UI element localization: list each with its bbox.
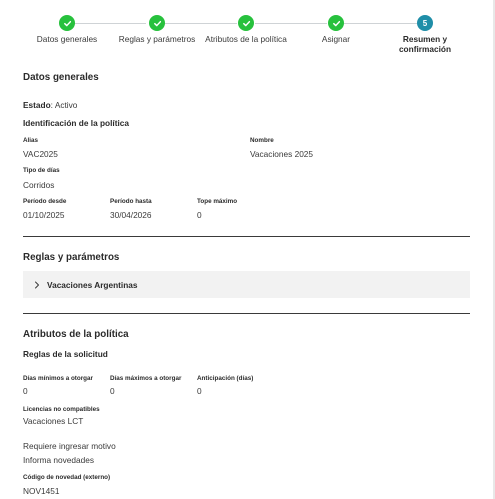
step-label: Resumen y confirmación: [398, 34, 452, 54]
check-icon: [328, 15, 344, 31]
check-icon: [149, 15, 165, 31]
status-line: [23, 100, 77, 110]
periodo-hasta-value: 30/04/2026: [110, 210, 152, 220]
section-title-datos-generales: Datos generales: [23, 72, 99, 83]
step-label: Atributos de la política: [205, 34, 287, 44]
codigo-novedad-label: Código de novedad (externo): [23, 474, 111, 481]
step-label: Datos generales: [36, 34, 98, 44]
dias-minimos-label: Días mínimos a otorgar: [23, 375, 93, 382]
step-resumen-confirmacion[interactable]: [370, 15, 480, 54]
alias-value: VAC2025: [23, 149, 58, 159]
step-label: Reglas y parámetros: [118, 34, 196, 44]
identificacion-title: Identificación de la política: [23, 118, 130, 128]
nombre-value: Vacaciones 2025: [250, 149, 314, 159]
anticipacion-label: Anticipación (días): [197, 375, 254, 382]
status-label: Estado: [23, 100, 51, 110]
periodo-desde-label: Período desde: [23, 198, 67, 205]
informa-novedades-text: Informa novedades: [23, 455, 95, 465]
section-divider: [23, 313, 470, 314]
periodo-hasta-label: Período hasta: [110, 198, 152, 205]
status-value: : Activo: [50, 100, 78, 110]
accordion-vacaciones-argentinas[interactable]: [23, 271, 470, 298]
check-icon: [59, 15, 75, 31]
dias-minimos-value: 0: [23, 386, 28, 396]
reglas-solicitud-title: Reglas de la solicitud: [23, 349, 108, 359]
step-number-badge: 5: [417, 15, 433, 31]
tipo-dias-value: Corridos: [23, 180, 55, 190]
requiere-motivo-text: Requiere ingresar motivo: [23, 441, 116, 451]
check-icon: [238, 15, 254, 31]
nombre-label: Nombre: [250, 137, 274, 144]
section-title-atributos: Atributos de la política: [23, 329, 129, 340]
wizard-stepper: [0, 0, 495, 62]
tope-maximo-label: Tope máximo: [197, 198, 238, 205]
tipo-dias-label: Tipo de días: [23, 167, 60, 174]
alias-label: Alias: [23, 137, 39, 144]
anticipacion-value: 0: [197, 386, 202, 396]
chevron-right-icon: [33, 281, 41, 289]
section-divider: [23, 236, 470, 237]
codigo-novedad-value: NOV1451: [23, 486, 60, 496]
licencias-value: Vacaciones LCT: [23, 416, 84, 426]
step-label: Asignar: [321, 34, 351, 44]
section-title-reglas: Reglas y parámetros: [23, 252, 120, 263]
dias-maximos-label: Días máximos a otorgar: [110, 375, 182, 382]
tope-maximo-value: 0: [197, 210, 202, 220]
accordion-label: Vacaciones Argentinas: [47, 279, 138, 290]
dias-maximos-value: 0: [110, 386, 115, 396]
licencias-label: Licencias no compatibles: [23, 406, 100, 413]
periodo-desde-value: 01/10/2025: [23, 210, 65, 220]
